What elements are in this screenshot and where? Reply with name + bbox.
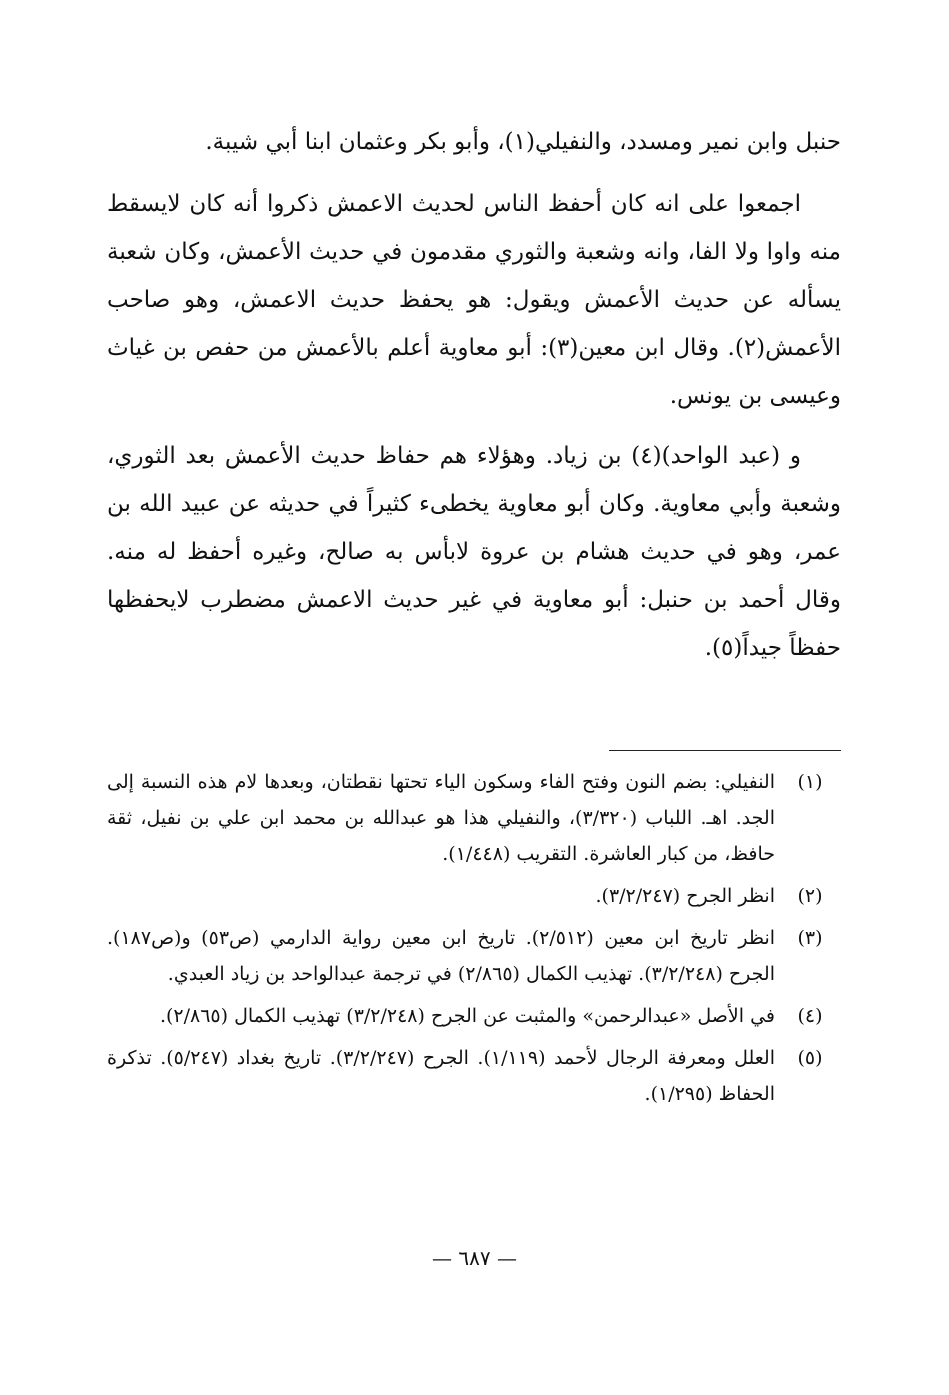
footnote-number: (٣) (797, 927, 823, 949)
footnote-text: انظر الجرح (٣/٢/٢٤٧). (595, 885, 775, 907)
footnote-text: العلل ومعرفة الرجال لأحمد (١/١١٩). الجرح (٣/٢/٢٤٧). تاريخ بغداد (٥/٢٤٧). تذكرة الحفاظ (١/٢٩٥). (107, 1047, 775, 1105)
footnote-number: (٢) (797, 885, 823, 907)
paragraph-1: اجمعوا على انه كان أحفظ الناس لحديث الاعمش ذكروا أنه كان لايسقط منه واوا ولا الفا، وانه وشعبة والثوري مقدمون في حديث الأعمش، وكان شعبة يسأله عن حديث الأعمش ويقول: هو يحفظ حديث الاعمش، وهو صاحب الأعمش(٢). وقال ابن معين(٣): أبو معاوية أعلم بالأعمش من حفص بن غياث وعيسى بن يونس. (107, 191, 841, 409)
footnote-text: في الأصل «عبدالرحمن» والمثبت عن الجرح (٣/٢/٢٤٨) تهذيب الكمال (٢/٨٦٥). (159, 1005, 775, 1027)
paragraph-2: و (عبد الواحد)(٤) بن زياد. وهؤلاء هم حفاظ حديث الأعمش بعد الثوري، وشعبة وأبي معاوية. وكان أبو معاوية يخطىء كثيراً في حديثه عن عبيد الله بن عمر، وهو في حديث هشام بن عروة لابأس به صالح، وغيره أحفظ له منه. وقال أحمد بن حنبل: أبو معاوية في غير حديث الاعمش مضطرب لايحفظها حفظاً جيداً(٥). (107, 443, 841, 661)
footnotes (107, 764, 845, 1118)
footnote-number: (٥) (797, 1047, 823, 1069)
main-text (107, 118, 841, 672)
footnote-2 (107, 878, 845, 914)
footnote-3 (107, 920, 845, 992)
footnote-text: انظر تاريخ ابن معين (٢/٥١٢). تاريخ ابن معين رواية الدارمي (ص٥٣) و(ص١٨٧). الجرح (٣/٢/٢٤٨). تهذيب الكمال (٢/٨٦٥) في ترجمة عبدالواحد بن زياد العبدي. (107, 927, 776, 985)
footnote-1 (107, 764, 845, 872)
footnote-text: النفيلي: بضم النون وفتح الفاء وسكون الياء تحتها نقطتان، وبعدها لام هذه النسبة إلى الجد. اهـ. اللباب (٣/٣٢٠)، والنفيلي هذا هو عبدالله بن محمد ابن علي بن نفيل، ثقة حافظ، من كبار العاشرة. التقريب (١/٤٤٨). (107, 771, 775, 865)
page-number: — ٦٨٧ — (432, 1246, 517, 1270)
footnote-number: (١) (797, 771, 823, 793)
footnote-number: (٤) (797, 1005, 823, 1027)
footnote-4 (107, 998, 845, 1034)
continuation-line: حنبل وابن نمير ومسدد، والنفيلي(١)، وأبو بكر وعثمان ابنا أبي شيبة. (205, 129, 841, 155)
footnote-5 (107, 1040, 845, 1112)
footnote-separator (609, 750, 841, 751)
